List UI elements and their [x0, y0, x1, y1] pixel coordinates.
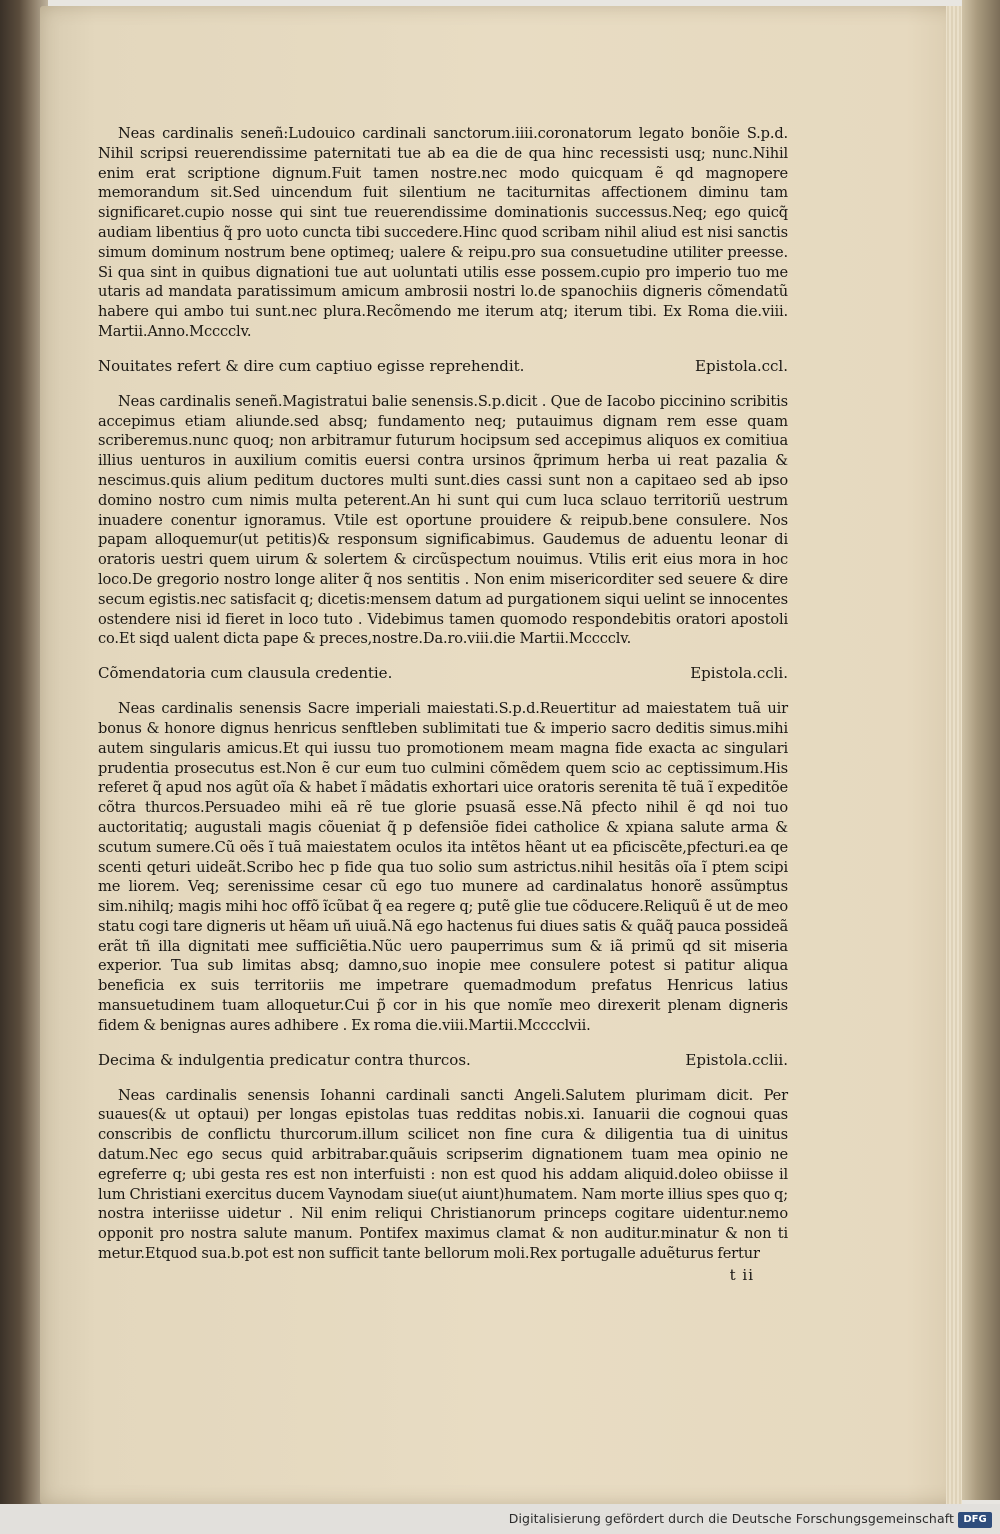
letter-heading [98, 356, 788, 376]
letter-body [98, 392, 788, 649]
letter-text: Neas cardinalis senensis Sacre imperiali maiestati.S.p.d.Reuertitur ad maiestatem tuã uir bonus & honore dignus henricus senftleben sublimitati tue & imperio sacro deditis simus.mihi autem singularis amicus.Et qui iussu tuo promotionem meam magna fide exacta ac singulari prudentia prosecutus est.Non ẽ cur eum tuo culmini cõmẽdem quem scio ac ceptissimum.His referet q̃ apud nos agũt oĩa & habet ĩ mãdatis exhortari uice oratoris serenita tẽ tuã ĩ expeditõe cõtra thurcos.Persuadeo mihi eã rẽ tue glorie psuasã esse.Nã pfecto nihil ẽ qd noi tuo auctoritatiq; augustali magis cõueniat q̃ p defensiõe fidei catholice & xpiana salute arma & scutum sumere.Cũ oẽs ĩ tuã maiestatem oculos ita intẽtos hẽant ut ea pficiscẽte,pfecturi.ea qe scenti qeturi uideãt.Scribo hec p fide qua tuo solio sum astrictus.nihil hesitãs oĩa ĩ ptem scipi me liorem. Veq; serenissime cesar cũ ego tuo munere ad cardinalatus honorẽ assũmptus sim.nihilq; magis mihi hoc offõ ĩcũbat q̃ ea regere q; putẽ glie tue cõducere.Reliquũ ẽ ut de meo statu cogi tare digneris ut hẽam uñ uiuã.Nã ego hactenus fui diues satis & quãq̃ pauca possideã erãt tñ illa dignitati mee sufficiẽtia.Nũc uero pauperrimus sum & iã primũ qd sit miseria experior. Tua sub limitas absq; damno,suo inopie mee consulere potest si patitur aliqua beneficia ex suis territoriis me impetrare quemadmodum prefatus Henricus latius mansuetudinem tuam alloquetur.Cui p̃ cor in his que nomĩe meo direxerit plenam digneris fidem & benignas aures adhibere . Ex roma die.viii.Martii.Mcccclvii. [98, 700, 788, 1034]
letter-body [98, 699, 788, 1036]
letter-text: Neas cardinalis senensis Iohanni cardinali sancti Angeli.Salutem plurimam dicit. Per suaues(& ut optaui) per longas epistolas tuas redditas nobis.xi. Ianuarii die cognoui quas conscribis de conflictu thurcorum.illum scilicet non fine cura & diligentia tua di uinitus datum.Nec ego secus quid arbitrabar.quãuis scripserim dignationem tuam mea opinio ne egreferre q; ubi gesta res est non interfuisti : non est quod his addam aliquid.doleo obiisse il lum Christiani exercitus ducem Vaynodam siue(ut aiunt)humatem. Nam morte illius spes quo q; nostra interiisse uidetur . Nil enim reliqui Christianorum princeps cogitare uidentur.nemo opponit pro nostra salute manum. Pontifex maximus clamat & non auditur.minatur & non ti metur.Etquod sua.b.pot est non sufficit tante bellorum moli.Rex portugalle aduẽturus fertur [98, 1086, 788, 1263]
letter-body [98, 1086, 788, 1264]
letter-text: Neas cardinalis seneñ.Magistratui balie senensis.S.p.dicit . Que de Iacobo piccinino scribitis accepimus etiam aliunde.sed absq; fundamento neq; putauimus dignam rem esse quam scriberemus.nunc quoq; non arbitramur futurum hocipsum sed accepimus aliquos ex comitiua illius uenturos in auxilium comitis euersi contra ursinos q̃primum herba ui reat pazalia & nescimus.quis alium peditum ductores multi sunt.dies cassi sunt non a capitaeo sed ab ipso domino nostro cum nimis multa peterent.An hi sunt qui cum luca sclauo territoriũ uestrum inuadere conentur ignoramus. Vtile est oportune prouidere & reipub.bene consulere. Nos papam alloquemur(ut petitis)& responsum significabimus. Gaudemus de aduentu leonar di oratoris uestri quem uirum & solertem & circũspectum nouimus. Vtilis erit eius mora in hoc loco.De gregorio nostro longe aliter q̃ nos sentitis . Non enim misericorditer sed seuere & dire secum egistis.nec satisfacit q; dicetis:mensem datum ad purgationem siqui uelint se innocentes ostendere nisi id fieret in loco tuto . Videbimus tamen quomodo respondebitis oratori apostoli co.Et siqd ualent dicta pape & preces,nostre.Da.ro.viii.die Martii.Mcccclv. [98, 392, 788, 648]
letter-summary: Nouitates refert & dire cum captiuo egisse reprehendit. [98, 356, 525, 375]
footer-credit: Digitalisierung gefördert durch die Deutsche Forschungsgemeinschaft [508, 1511, 954, 1526]
footer-bar [0, 1504, 1000, 1534]
epistola-number: Epistola.ccl. [695, 356, 788, 375]
letter-body [98, 124, 788, 342]
letter-summary: Cõmendatoria cum clausula credentie. [98, 664, 393, 683]
page-text-block [98, 124, 788, 1284]
letter-heading [98, 1050, 788, 1070]
letter-summary: Decima & indulgentia predicatur contra thurcos. [98, 1050, 471, 1069]
letter-heading [98, 663, 788, 683]
page-stack-edge [946, 6, 962, 1504]
dfg-logo: DFG [958, 1512, 992, 1528]
signature-mark: t ii [729, 1265, 754, 1284]
book-fore-edge-right [962, 0, 1000, 1500]
epistola-number: Epistola.ccli. [690, 664, 788, 683]
letter-text: Neas cardinalis seneñ:Ludouico cardinali sanctorum.iiii.coronatorum legato bonõie S.p.d. Nihil scripsi reuerendissime paternitati tue ab ea die de qua hinc recessisti usq; nunc.Nihil enim erat scriptione dignum.Fuit tamen nostre.nec modo quicquam ẽ qd magnopere memorandum sit.Sed uincendum fuit silentium ne taciturnitas affectionem diminu tam significaret.cupio nosse qui sint tue reuerendissime dominationis successus.Neq; ego quicq̃ audiam libentius q̃ pro uoto cuncta tibi succedere.Hinc quod scribam nihil aliud est nisi sanctis simum dominum nostrum bene optimeq; ualere & reipu.pro sua consuetudine utiliter preesse. Si qua sint in quibus dignationi tue aut uoluntati utilis esse possem.cupio pro imperio tuo me utaris ad mandata paratissimum amicum ambrosii nostri lo.de spanochiis digneris cõmendatũ habere qui ambo tui sunt.nec plura.Recõmendo me iterum atq; iterum tibi. Ex Roma die.viii. Martii.Anno.Mcccclv. [98, 125, 788, 340]
epistola-number: Epistola.cclii. [685, 1050, 788, 1069]
